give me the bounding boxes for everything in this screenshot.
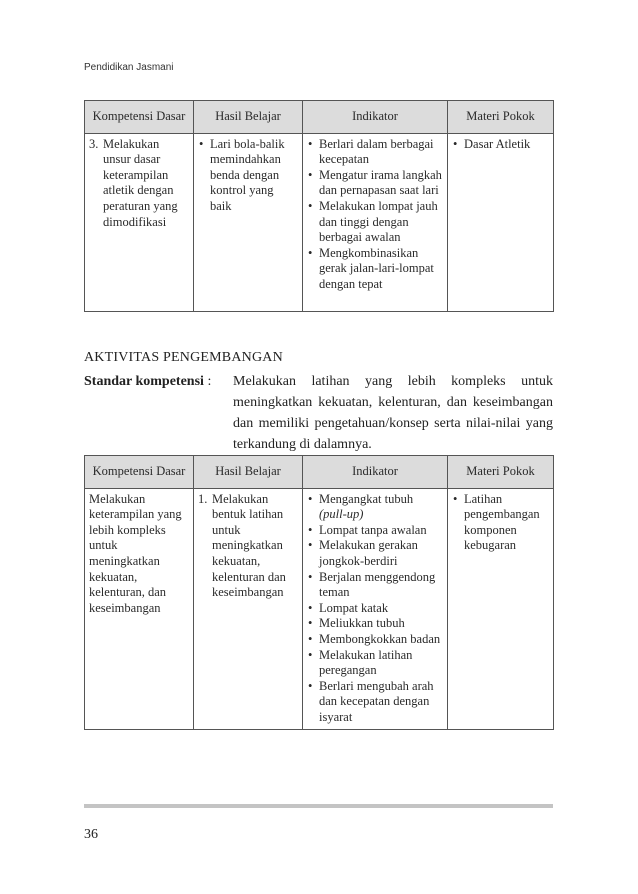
list-item: • Lari bola-balik memindahkan benda dengan kontrol yang baik xyxy=(198,137,298,215)
header-hasil-belajar: Hasil Belajar xyxy=(194,101,303,134)
list-item: • Lompat tanpa awalan xyxy=(307,523,443,539)
header-indikator: Indikator xyxy=(303,456,448,489)
list-item: • Berjalan menggendong teman xyxy=(307,570,443,601)
cell-indikator xyxy=(303,488,448,729)
list-item: • Lompat katak xyxy=(307,601,443,617)
standar-colon: : xyxy=(207,374,212,389)
table-row xyxy=(85,488,554,729)
item-number: 1. xyxy=(198,491,208,506)
item-number: 3. xyxy=(89,136,99,151)
cell-hasil-belajar xyxy=(194,133,303,311)
cell-kompetensi xyxy=(85,133,194,311)
table-header-row xyxy=(85,456,554,489)
header-materi-pokok: Materi Pokok xyxy=(448,101,554,134)
cell-materi-pokok xyxy=(448,488,554,729)
header-kompetensi: Kompetensi Dasar xyxy=(85,456,194,489)
list-item: • Berlari mengubah arah dan kecepatan dengan isyarat xyxy=(307,679,443,726)
standar-text: Melakukan latihan yang lebih kompleks untuk meningkatkan kekuatan, kelenturan, dan keseimbangan dan memiliki pengetahuan/konsep serta nilai-nilai yang terkandung di dalamnya. xyxy=(233,374,553,452)
table-header-row xyxy=(85,101,554,134)
cell-indikator xyxy=(303,133,448,311)
list-item: • Meliukkan tubuh xyxy=(307,616,443,632)
section-heading: AKTIVITAS PENGEMBANGAN xyxy=(84,350,283,365)
cell-hasil-belajar xyxy=(194,488,303,729)
list-item: • Mengangkat tubuh (pull-up) xyxy=(307,492,443,523)
header-materi-pokok: Materi Pokok xyxy=(448,456,554,489)
list-item: • Melakukan lompat jauh dan tinggi dengan berbagai awalan xyxy=(307,199,443,246)
hasil-text: Melakukan bentuk latihan untuk meningkatkan kekuatan, kelenturan dan keseimbangan xyxy=(212,491,286,600)
header-hasil-belajar: Hasil Belajar xyxy=(194,456,303,489)
list-item: • Dasar Atletik xyxy=(452,137,549,153)
table-competency-kebugaran xyxy=(84,455,554,730)
header-kompetensi: Kompetensi Dasar xyxy=(85,101,194,134)
standar-label: Standar kompetensi : xyxy=(84,374,212,389)
list-item: • Berlari dalam berbagai kecepatan xyxy=(307,137,443,168)
list-item: • Melakukan latihan peregangan xyxy=(307,648,443,679)
list-item: • Membongkokkan badan xyxy=(307,632,443,648)
cell-kompetensi: Melakukan keterampilan yang lebih kompleks untuk meningkatkan kekuatan, kelenturan, dan keseimbangan xyxy=(85,488,194,729)
running-head: Pendidikan Jasmani xyxy=(84,62,174,73)
page-number: 36 xyxy=(84,827,98,842)
table-competency-atletik xyxy=(84,100,554,312)
list-item: • Latihan pengembangan komponen kebugaran xyxy=(452,492,549,554)
header-indikator: Indikator xyxy=(303,101,448,134)
kompetensi-text: Melakukan unsur dasar keterampilan atletik dengan peraturan yang dimodifikasi xyxy=(103,136,178,229)
footer-divider xyxy=(84,804,553,808)
list-item: • Mengatur irama langkah dan pernapasan saat lari xyxy=(307,168,443,199)
table-row xyxy=(85,133,554,311)
cell-materi-pokok xyxy=(448,133,554,311)
list-item: • Mengkombinasikan gerak jalan-lari-lompat dengan tepat xyxy=(307,246,443,293)
list-item: • Melakukan gerakan jongkok-berdiri xyxy=(307,538,443,569)
